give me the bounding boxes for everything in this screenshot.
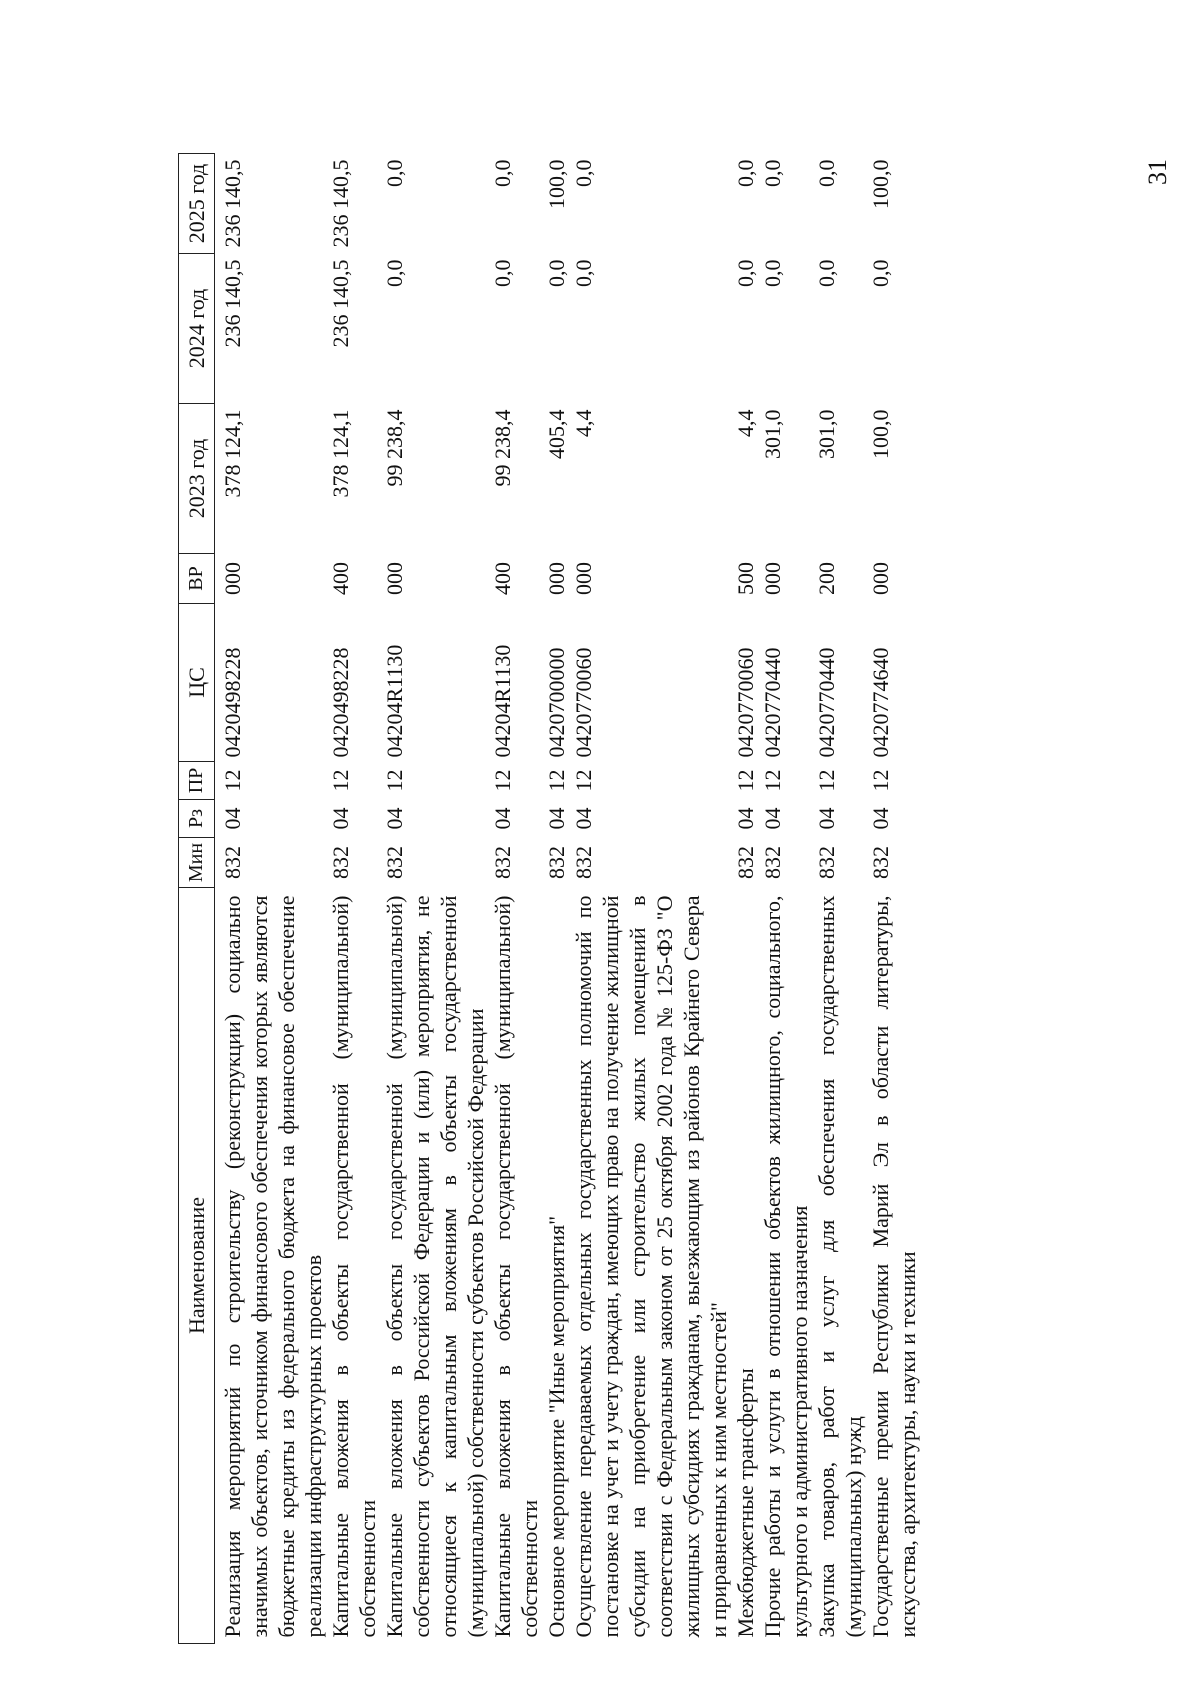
- header-2023: 2023 год: [179, 404, 215, 554]
- row-name: Основное мероприятие "Иные мероприятия": [544, 1215, 569, 1638]
- row-rz: 04: [220, 807, 245, 830]
- page-number: 31: [1143, 159, 1172, 185]
- row-2025: 100,0: [544, 159, 569, 209]
- table-row: [759, 154, 813, 1644]
- row-rz: 04: [328, 807, 353, 830]
- row-pr: 12: [814, 769, 839, 792]
- row-2024: 0,0: [490, 259, 515, 287]
- row-name: Реализация мероприятий по строительству (реконструкции) социально значимых объектов, источником финансового обеспечения которых являются бюджетные кредиты из федерального бюджета на финансовое обеспечение реализации инфраструктурных проектов: [220, 895, 326, 1638]
- row-vr: 000: [382, 562, 407, 595]
- row-cs: 0420498228: [220, 647, 245, 758]
- row-pr: 12: [328, 769, 353, 792]
- table-row: [570, 154, 732, 1644]
- row-cs: 0420770440: [814, 647, 839, 758]
- row-2025: 236 140,5: [328, 159, 353, 248]
- row-name: Капитальные вложения в объекты государственной (муниципальной) собственности: [490, 895, 542, 1638]
- table-row: [543, 154, 570, 1644]
- row-2024: 0,0: [544, 259, 569, 287]
- rotated-page-content: [178, 154, 978, 1644]
- budget-table: [178, 153, 921, 1644]
- row-cs: 0420770440: [760, 647, 785, 758]
- row-pr: 12: [571, 769, 596, 792]
- row-cs: 04204R1130: [382, 644, 407, 758]
- row-rz: 04: [382, 807, 407, 830]
- row-2023: 4,4: [571, 409, 596, 437]
- row-name: Капитальные вложения в объекты государственной (муниципальной) собственности: [328, 895, 380, 1638]
- table-row: [327, 154, 381, 1644]
- row-vr: 400: [490, 562, 515, 595]
- row-cs: 0420774640: [868, 647, 893, 758]
- row-vr: 000: [868, 562, 893, 595]
- row-cs: 04204R1130: [490, 644, 515, 758]
- header-min: Мин: [179, 838, 215, 888]
- row-min: 832: [382, 846, 407, 879]
- row-min: 832: [328, 846, 353, 879]
- row-min: 832: [733, 846, 758, 879]
- row-2023: 4,4: [733, 409, 758, 437]
- row-cs: 0420770060: [733, 647, 758, 758]
- row-cs: 0420770060: [571, 647, 596, 758]
- row-cs: 0420700000: [544, 647, 569, 758]
- table-row: [732, 154, 759, 1644]
- table-body: [215, 154, 922, 1644]
- row-2024: 236 140,5: [328, 259, 353, 348]
- table-row: [813, 154, 867, 1644]
- row-vr: 000: [220, 562, 245, 595]
- row-name: Капитальные вложения в объекты государственной (муниципальной) собственности субъектов Российской Федерации и (или) мероприятия, не относящиеся к капитальным вложениям в объекты государственной (муниципальной) собственности субъектов Российской Федерации: [382, 895, 488, 1638]
- row-rz: 04: [760, 807, 785, 830]
- row-rz: 04: [544, 807, 569, 830]
- row-rz: 04: [490, 807, 515, 830]
- row-2024: 0,0: [760, 259, 785, 287]
- row-vr: 000: [571, 562, 596, 595]
- row-min: 832: [571, 846, 596, 879]
- row-pr: 12: [382, 769, 407, 792]
- row-name: Осуществление передаваемых отдельных государственных полномочий по постановке на учет и учету граждан, имеющих право на получение жилищной субсидии на приобретение или строительство жилых помещений в соответствии с Федеральным законом от 25 октября 2002 года № 125-ФЗ "О жилищных субсидиях гражданам, выезжающим из районов Крайнего Севера и приравненных к ним местностей": [571, 895, 731, 1638]
- row-name: Закупка товаров, работ и услуг для обеспечения государственных (муниципальных) нужд: [814, 895, 866, 1638]
- row-2025: 0,0: [760, 159, 785, 187]
- table-row: [867, 154, 921, 1644]
- header-name: Наименование: [179, 888, 215, 1644]
- table-row: [381, 154, 489, 1644]
- header-rz: Рз: [179, 800, 215, 838]
- row-pr: 12: [868, 769, 893, 792]
- table-header: [179, 154, 215, 1644]
- row-vr: 200: [814, 562, 839, 595]
- row-2024: 0,0: [382, 259, 407, 287]
- row-vr: 000: [760, 562, 785, 595]
- row-pr: 12: [220, 769, 245, 792]
- row-2025: 0,0: [733, 159, 758, 187]
- row-min: 832: [868, 846, 893, 879]
- row-name: Прочие работы и услуги в отношении объектов жилищного, социального, культурного и административного назначения: [760, 895, 812, 1638]
- row-2024: 0,0: [733, 259, 758, 287]
- row-2025: 0,0: [490, 159, 515, 187]
- row-min: 832: [544, 846, 569, 879]
- row-vr: 500: [733, 562, 758, 595]
- row-2024: 0,0: [868, 259, 893, 287]
- row-pr: 12: [544, 769, 569, 792]
- row-min: 832: [760, 846, 785, 879]
- row-2024: 236 140,5: [220, 259, 245, 348]
- row-rz: 04: [571, 807, 596, 830]
- row-min: 832: [490, 846, 515, 879]
- row-2024: 0,0: [571, 259, 596, 287]
- row-pr: 12: [490, 769, 515, 792]
- row-rz: 04: [733, 807, 758, 830]
- row-pr: 12: [733, 769, 758, 792]
- table-row: [215, 154, 328, 1644]
- row-2023: 100,0: [868, 409, 893, 459]
- row-pr: 12: [760, 769, 785, 792]
- row-2025: 0,0: [571, 159, 596, 187]
- row-min: 832: [814, 846, 839, 879]
- row-name: Государственные премии Республики Марий Эл в области литературы, искусства, архитектуры, науки и техники: [868, 895, 920, 1638]
- row-rz: 04: [814, 807, 839, 830]
- row-min: 832: [220, 846, 245, 879]
- row-2023: 301,0: [760, 409, 785, 459]
- header-pr: ПР: [179, 762, 215, 800]
- row-2023: 405,4: [544, 409, 569, 459]
- row-2023: 99 238,4: [382, 409, 407, 487]
- row-2025: 236 140,5: [220, 159, 245, 248]
- row-rz: 04: [868, 807, 893, 830]
- header-cs: ЦС: [179, 604, 215, 762]
- row-vr: 400: [328, 562, 353, 595]
- row-2023: 99 238,4: [490, 409, 515, 487]
- row-2025: 0,0: [814, 159, 839, 187]
- row-vr: 000: [544, 562, 569, 595]
- row-2025: 100,0: [868, 159, 893, 209]
- header-2024: 2024 год: [179, 254, 215, 404]
- row-2024: 0,0: [814, 259, 839, 287]
- row-cs: 0420498228: [328, 647, 353, 758]
- table-row: [489, 154, 543, 1644]
- row-name: Межбюджетные трансферты: [733, 1368, 758, 1638]
- row-2023: 301,0: [814, 409, 839, 459]
- row-2023: 378 124,1: [328, 409, 353, 498]
- row-2023: 378 124,1: [220, 409, 245, 498]
- header-2025: 2025 год: [179, 154, 215, 254]
- header-vr: ВР: [179, 554, 215, 604]
- row-2025: 0,0: [382, 159, 407, 187]
